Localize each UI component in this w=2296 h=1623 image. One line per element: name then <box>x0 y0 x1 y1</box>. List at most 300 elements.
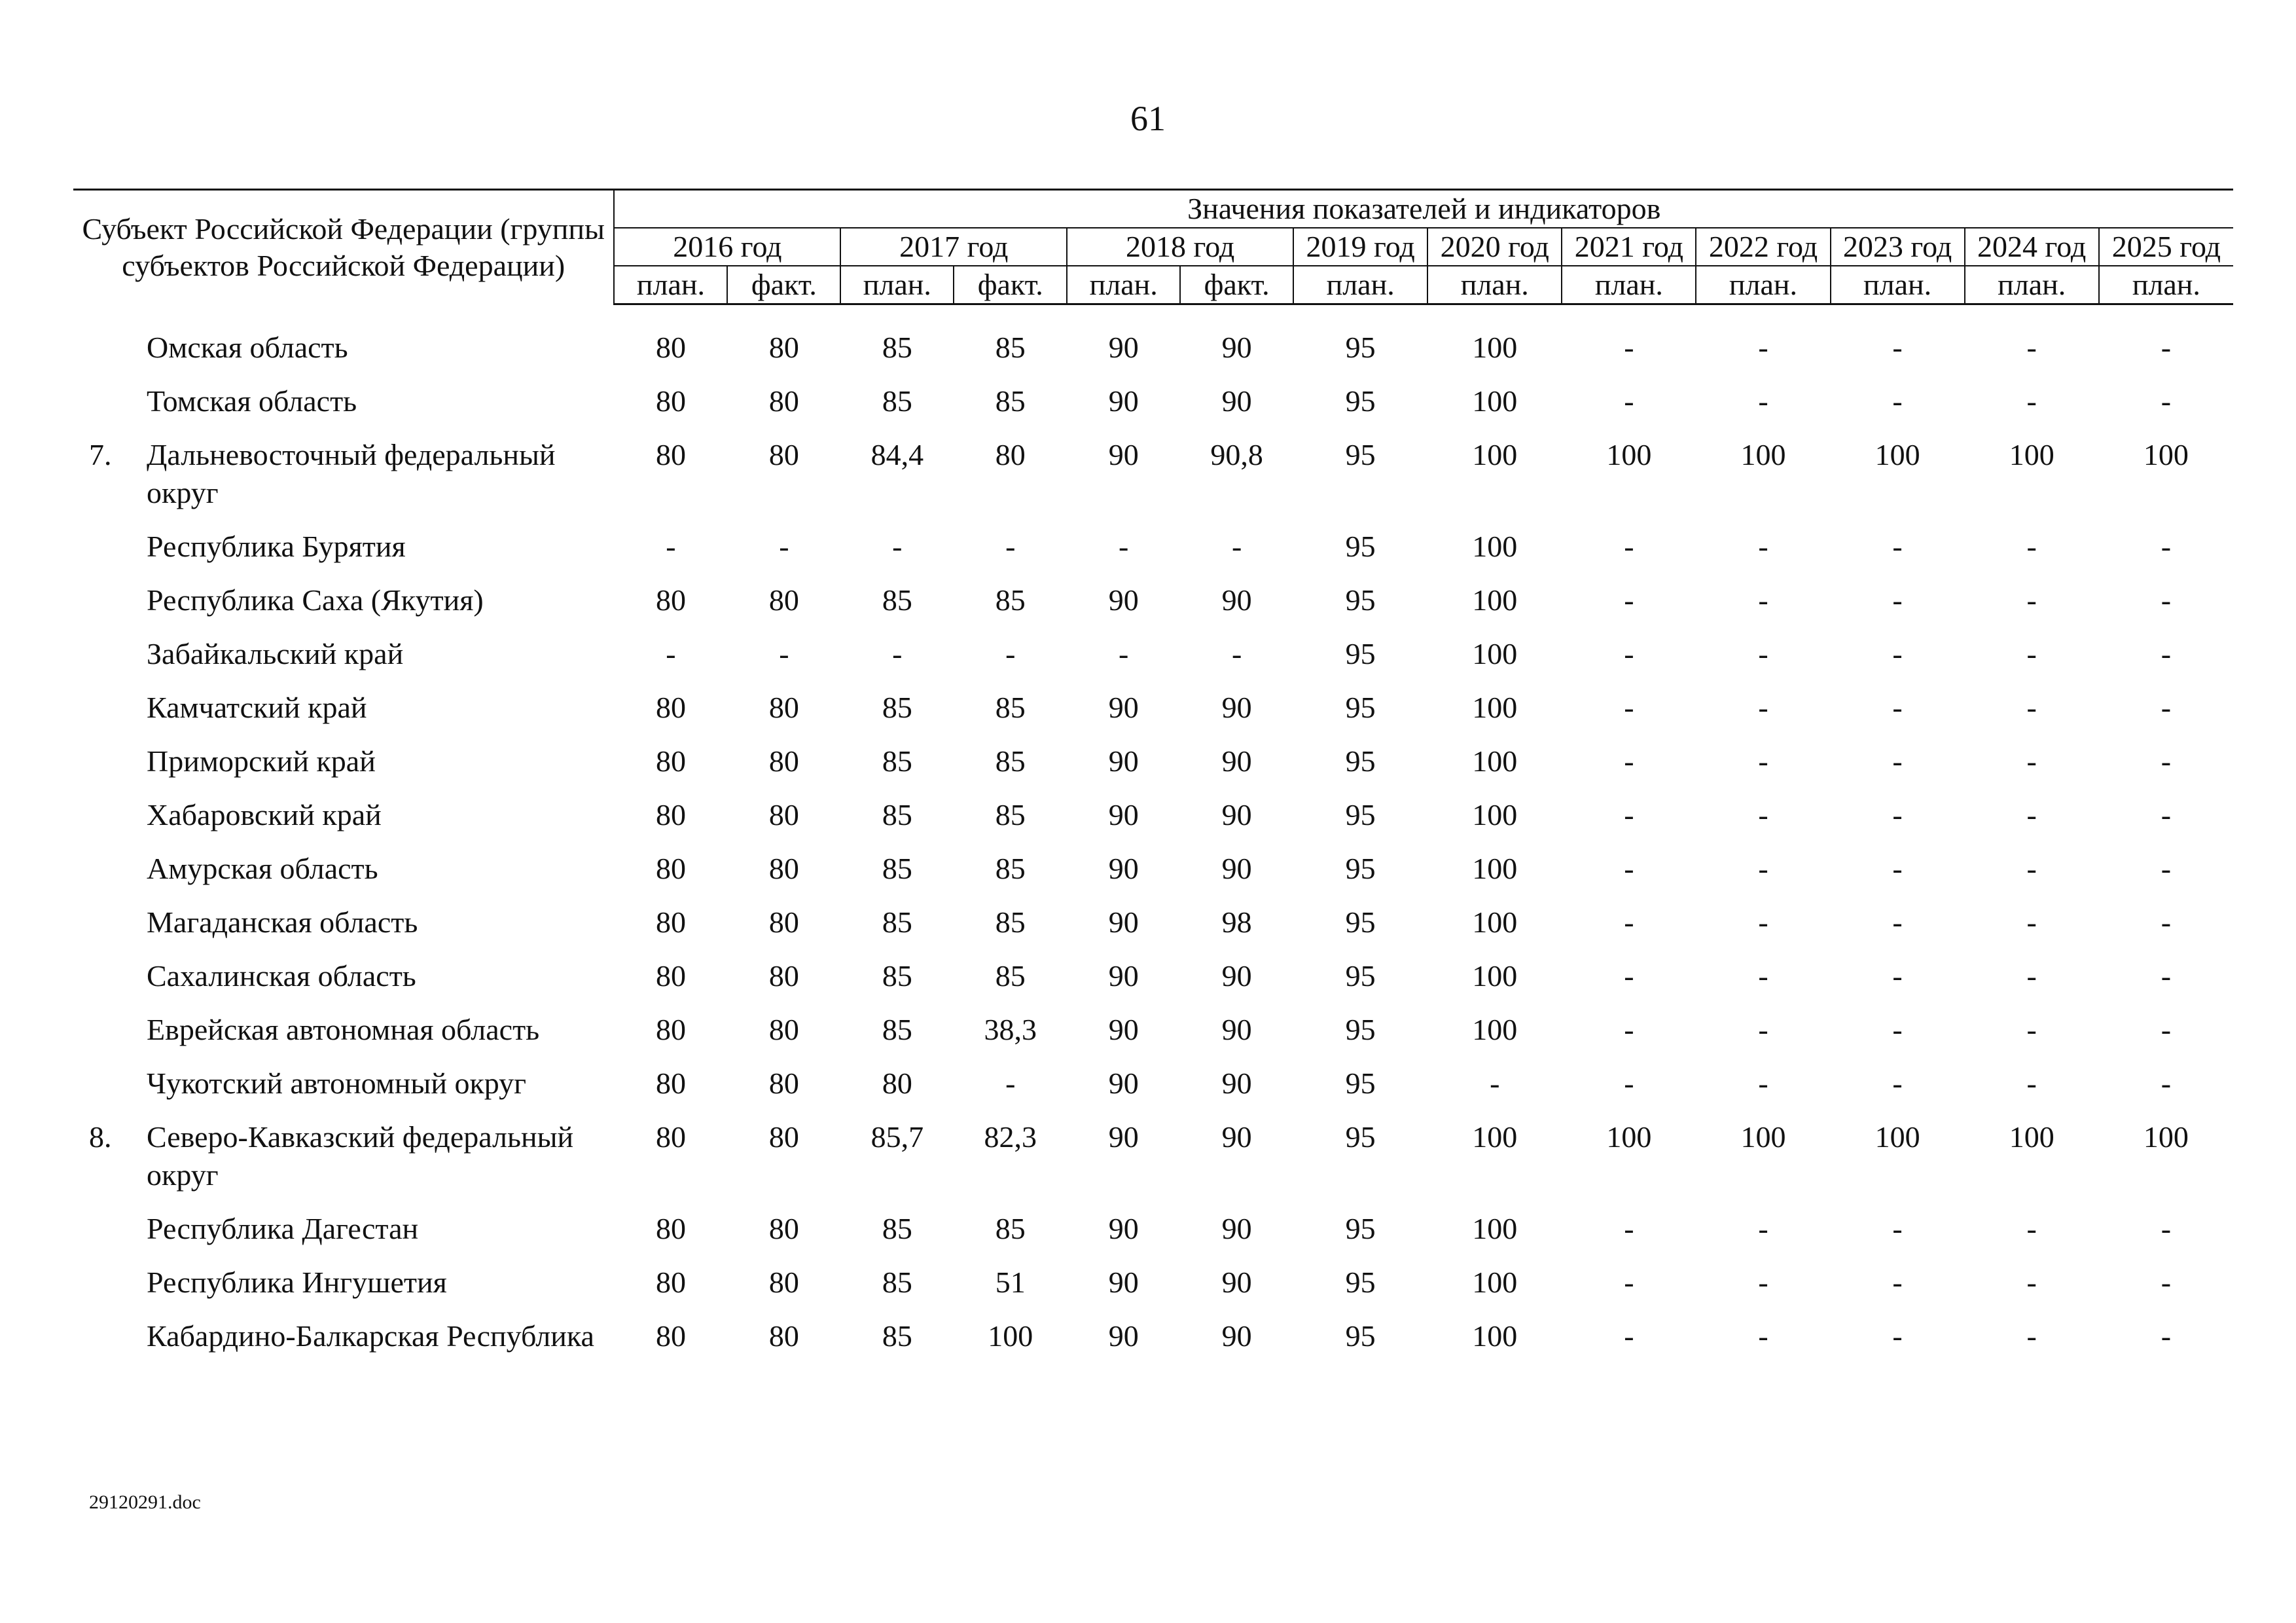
year-header: 2020 год <box>1427 228 1562 266</box>
value-cell: 80 <box>768 1266 799 1299</box>
plan-subheader: план. <box>1427 266 1562 304</box>
value-cell: 90 <box>1108 1013 1139 1046</box>
value-cell: 95 <box>1345 798 1376 831</box>
value-cell: 90 <box>1108 331 1139 364</box>
value-cell: 80 <box>768 852 799 885</box>
subject-name: Омская область <box>147 331 348 364</box>
value-cell: 85 <box>995 959 1026 993</box>
value-cell: 85 <box>882 691 912 724</box>
subject-name-cell <box>73 627 614 681</box>
subject-name: Амурская область <box>147 852 378 885</box>
value-cell: 85 <box>882 384 912 418</box>
value-cell: - <box>1892 798 1903 831</box>
value-cell: 51 <box>995 1266 1026 1299</box>
value-cell: - <box>2161 637 2172 670</box>
value-cell: - <box>1624 1266 1634 1299</box>
year-header: 2024 год <box>1965 228 2099 266</box>
value-cell: - <box>1758 905 1768 939</box>
value-cell: - <box>1758 637 1768 670</box>
value-cell: - <box>2161 905 2172 939</box>
value-cell: 95 <box>1345 744 1376 778</box>
table-row <box>73 842 2233 896</box>
value-cell: - <box>2026 384 2037 418</box>
value-cell: - <box>779 637 789 670</box>
value-cell: 85 <box>995 691 1026 724</box>
value-cell: - <box>1892 1319 1903 1353</box>
value-cell: 85 <box>882 798 912 831</box>
value-cell: 95 <box>1345 905 1376 939</box>
value-cell: - <box>1231 530 1242 563</box>
value-cell: 85 <box>995 744 1026 778</box>
table-row <box>73 788 2233 842</box>
value-cell: 100 <box>1472 959 1518 993</box>
value-cell: - <box>1624 1212 1634 1245</box>
value-cell: - <box>1624 852 1634 885</box>
value-cell: 90 <box>1221 959 1252 993</box>
value-cell: - <box>666 637 676 670</box>
subject-name-cell <box>73 681 614 735</box>
value-cell: 85 <box>882 583 912 617</box>
value-cell: - <box>779 530 789 563</box>
value-cell: - <box>1624 798 1634 831</box>
value-cell: 100 <box>1874 1120 1920 1154</box>
value-cell: 80 <box>655 1067 686 1100</box>
value-cell: 80 <box>655 1266 686 1299</box>
value-cell: 95 <box>1345 637 1376 670</box>
value-cell: 80 <box>655 744 686 778</box>
value-cell: - <box>1892 1266 1903 1299</box>
value-cell: - <box>1758 959 1768 993</box>
subject-name: Республика Бурятия <box>147 530 406 563</box>
value-cell: - <box>1624 637 1634 670</box>
table-row <box>73 374 2233 428</box>
value-cell: - <box>1624 744 1634 778</box>
subject-name: Магаданская область <box>147 905 418 939</box>
value-cell: 80 <box>882 1067 912 1100</box>
value-cell: - <box>2026 1067 2037 1100</box>
year-header: 2017 год <box>840 228 1067 266</box>
values-group-header: Значения показателей и индикаторов <box>614 190 2233 228</box>
value-cell: 95 <box>1345 1212 1376 1245</box>
plan-subheader: план. <box>614 266 727 304</box>
page-number: 61 <box>1130 99 1166 138</box>
value-cell: - <box>2161 959 2172 993</box>
value-cell: - <box>1624 959 1634 993</box>
value-cell: 90 <box>1221 384 1252 418</box>
value-cell: 90 <box>1221 1212 1252 1245</box>
value-cell: - <box>666 530 676 563</box>
value-cell: 90 <box>1108 691 1139 724</box>
value-cell: 100 <box>988 1319 1033 1353</box>
subject-name-cell <box>73 1309 614 1363</box>
table-row <box>73 1256 2233 1309</box>
value-cell: - <box>1892 959 1903 993</box>
value-cell: 95 <box>1345 1266 1376 1299</box>
value-cell: 80 <box>655 1013 686 1046</box>
value-cell: 80 <box>655 852 686 885</box>
value-cell: 90 <box>1108 1067 1139 1100</box>
table-row <box>73 1309 2233 1363</box>
value-cell: 90 <box>1221 1266 1252 1299</box>
value-cell: 80 <box>768 691 799 724</box>
value-cell: - <box>1892 637 1903 670</box>
value-cell: - <box>2161 1067 2172 1100</box>
table-row <box>73 1110 2233 1202</box>
value-cell: 100 <box>2143 438 2189 471</box>
value-cell: - <box>2026 530 2037 563</box>
value-cell: 90 <box>1221 798 1252 831</box>
value-cell: 100 <box>1606 438 1652 471</box>
value-cell: 100 <box>1740 438 1786 471</box>
value-cell: 85 <box>995 798 1026 831</box>
value-cell: - <box>2026 331 2037 364</box>
value-cell: 80 <box>768 438 799 471</box>
value-cell: 95 <box>1345 1319 1376 1353</box>
value-cell: 80 <box>655 905 686 939</box>
year-header: 2025 год <box>2099 228 2233 266</box>
value-cell: 85 <box>882 1212 912 1245</box>
value-cell: 95 <box>1345 331 1376 364</box>
value-cell: 80 <box>768 1120 799 1154</box>
value-cell: - <box>1758 530 1768 563</box>
subject-name-cell <box>73 1256 614 1309</box>
subject-name: Северо-Кавказский федеральный округ <box>147 1120 574 1192</box>
value-cell: 85 <box>882 852 912 885</box>
value-cell: 100 <box>2009 438 2054 471</box>
value-cell: 95 <box>1345 1120 1376 1154</box>
value-cell: 85 <box>995 905 1026 939</box>
subject-name: Чукотский автономный округ <box>147 1067 527 1100</box>
value-cell: 82,3 <box>984 1120 1037 1154</box>
fact-subheader: факт. <box>954 266 1067 304</box>
value-cell: 80 <box>655 1212 686 1245</box>
value-cell: - <box>1758 744 1768 778</box>
table-row <box>73 1003 2233 1057</box>
value-cell: - <box>1624 1013 1634 1046</box>
value-cell: 80 <box>768 384 799 418</box>
value-cell: 38,3 <box>984 1013 1037 1046</box>
value-cell: - <box>1758 852 1768 885</box>
table-row <box>73 428 2233 520</box>
table-row <box>73 681 2233 735</box>
indicators-table <box>73 189 2233 1363</box>
value-cell: 100 <box>2009 1120 2054 1154</box>
value-cell: 90 <box>1108 1266 1139 1299</box>
value-cell: - <box>1758 691 1768 724</box>
value-cell: - <box>2161 1266 2172 1299</box>
value-cell: - <box>1231 637 1242 670</box>
plan-subheader: план. <box>2099 266 2233 304</box>
value-cell: 80 <box>655 1319 686 1353</box>
subject-name: Сахалинская область <box>147 959 416 993</box>
value-cell: - <box>1758 583 1768 617</box>
subject-name-cell <box>73 1057 614 1110</box>
value-cell: - <box>1624 1067 1634 1100</box>
document-filename: 29120291.doc <box>89 1491 201 1513</box>
value-cell: - <box>1758 798 1768 831</box>
table-row <box>73 574 2233 627</box>
subject-name-cell <box>73 1110 614 1202</box>
subject-name: Приморский край <box>147 744 376 778</box>
value-cell: 85 <box>995 583 1026 617</box>
value-cell: 80 <box>655 959 686 993</box>
value-cell: - <box>1892 905 1903 939</box>
value-cell: - <box>1758 1212 1768 1245</box>
value-cell: - <box>2026 1212 2037 1245</box>
value-cell: 95 <box>1345 384 1376 418</box>
subject-name-cell <box>73 520 614 574</box>
value-cell: - <box>2161 744 2172 778</box>
subject-name-cell <box>73 896 614 949</box>
header-spacer <box>73 304 2233 321</box>
value-cell: - <box>1892 384 1903 418</box>
value-cell: 95 <box>1345 691 1376 724</box>
subject-column-header: Субъект Российской Федерации (группы субъектов Российской Федерации) <box>73 190 614 304</box>
value-cell: 100 <box>1606 1120 1652 1154</box>
plan-subheader: план. <box>1562 266 1696 304</box>
value-cell: 90 <box>1108 1319 1139 1353</box>
table-row <box>73 321 2233 374</box>
plan-subheader: план. <box>1067 266 1180 304</box>
row-number: 7. <box>89 438 112 471</box>
value-cell: - <box>2026 637 2037 670</box>
value-cell: 90 <box>1108 583 1139 617</box>
value-cell: 100 <box>1472 1319 1518 1353</box>
value-cell: 80 <box>768 1013 799 1046</box>
value-cell: - <box>1758 331 1768 364</box>
value-cell: 90 <box>1221 1120 1252 1154</box>
value-cell: - <box>2161 1319 2172 1353</box>
value-cell: 95 <box>1345 1067 1376 1100</box>
value-cell: 84,4 <box>870 438 924 471</box>
value-cell: - <box>1119 637 1129 670</box>
year-header: 2023 год <box>1831 228 1965 266</box>
value-cell: 100 <box>1472 905 1518 939</box>
table-row <box>73 1202 2233 1256</box>
table-row <box>73 520 2233 574</box>
value-cell: - <box>1624 691 1634 724</box>
value-cell: 80 <box>655 384 686 418</box>
value-cell: - <box>2161 798 2172 831</box>
value-cell: - <box>2026 798 2037 831</box>
value-cell: - <box>2161 1212 2172 1245</box>
value-cell: 90,8 <box>1210 438 1263 471</box>
value-cell: 95 <box>1345 583 1376 617</box>
value-cell: 100 <box>1472 1266 1518 1299</box>
value-cell: - <box>2161 530 2172 563</box>
value-cell: 95 <box>1345 852 1376 885</box>
subject-name-cell <box>73 428 614 520</box>
value-cell: - <box>1624 583 1634 617</box>
value-cell: 90 <box>1108 1120 1139 1154</box>
value-cell: - <box>1758 384 1768 418</box>
value-cell: 95 <box>1345 530 1376 563</box>
subject-name: Республика Саха (Якутия) <box>147 583 484 617</box>
year-header: 2018 год <box>1067 228 1293 266</box>
subject-name-cell <box>73 374 614 428</box>
value-cell: - <box>1624 1319 1634 1353</box>
value-cell: 90 <box>1108 798 1139 831</box>
value-cell: 100 <box>1472 1013 1518 1046</box>
subject-name-cell <box>73 321 614 374</box>
subject-name-cell <box>73 1202 614 1256</box>
table-row <box>73 735 2233 788</box>
value-cell: - <box>1624 905 1634 939</box>
value-cell: - <box>1005 530 1016 563</box>
value-cell: - <box>2161 1013 2172 1046</box>
subject-name: Еврейская автономная область <box>147 1013 540 1046</box>
value-cell: 100 <box>1472 583 1518 617</box>
value-cell: 100 <box>1472 637 1518 670</box>
value-cell: 100 <box>1472 384 1518 418</box>
value-cell: - <box>2161 852 2172 885</box>
value-cell: 100 <box>1472 331 1518 364</box>
value-cell: - <box>2161 691 2172 724</box>
value-cell: 80 <box>768 744 799 778</box>
year-header: 2019 год <box>1293 228 1427 266</box>
value-cell: - <box>2026 1013 2037 1046</box>
value-cell: 80 <box>655 798 686 831</box>
value-cell: - <box>2026 905 2037 939</box>
subject-name-cell <box>73 735 614 788</box>
value-cell: - <box>1624 384 1634 418</box>
value-cell: - <box>892 637 903 670</box>
value-cell: - <box>2026 959 2037 993</box>
value-cell: - <box>1624 331 1634 364</box>
value-cell: - <box>1758 1266 1768 1299</box>
value-cell: 85 <box>995 852 1026 885</box>
year-header: 2021 год <box>1562 228 1696 266</box>
value-cell: 80 <box>655 1120 686 1154</box>
value-cell: 100 <box>1740 1120 1786 1154</box>
value-cell: - <box>1892 1013 1903 1046</box>
subject-name: Хабаровский край <box>147 798 382 831</box>
value-cell: 100 <box>2143 1120 2189 1154</box>
value-cell: - <box>2026 852 2037 885</box>
fact-subheader: факт. <box>727 266 840 304</box>
value-cell: 90 <box>1221 852 1252 885</box>
table-row <box>73 949 2233 1003</box>
value-cell: 90 <box>1221 331 1252 364</box>
value-cell: - <box>1892 744 1903 778</box>
year-header: 2016 год <box>614 228 840 266</box>
value-cell: 90 <box>1108 1212 1139 1245</box>
row-number: 8. <box>89 1120 112 1154</box>
value-cell: - <box>1490 1067 1500 1100</box>
table-row <box>73 1057 2233 1110</box>
value-cell: 80 <box>768 905 799 939</box>
subject-name: Кабардино-Балкарская Республика <box>147 1319 594 1353</box>
value-cell: 80 <box>768 959 799 993</box>
value-cell: 90 <box>1221 691 1252 724</box>
value-cell: 95 <box>1345 959 1376 993</box>
value-cell: 100 <box>1472 1120 1518 1154</box>
plan-subheader: план. <box>1831 266 1965 304</box>
plan-subheader: план. <box>1965 266 2099 304</box>
value-cell: 100 <box>1472 798 1518 831</box>
value-cell: 90 <box>1108 905 1139 939</box>
value-cell: 90 <box>1221 744 1252 778</box>
value-cell: 85 <box>882 744 912 778</box>
value-cell: 80 <box>655 583 686 617</box>
value-cell: 90 <box>1221 583 1252 617</box>
value-cell: - <box>2026 744 2037 778</box>
value-cell: 100 <box>1472 691 1518 724</box>
value-cell: 90 <box>1108 438 1139 471</box>
value-cell: 85 <box>995 1212 1026 1245</box>
value-cell: 85,7 <box>870 1120 924 1154</box>
table-row <box>73 627 2233 681</box>
value-cell: 80 <box>768 583 799 617</box>
value-cell: - <box>892 530 903 563</box>
value-cell: 90 <box>1108 744 1139 778</box>
value-cell: 95 <box>1345 438 1376 471</box>
value-cell: 80 <box>768 1319 799 1353</box>
value-cell: 85 <box>882 959 912 993</box>
value-cell: - <box>1892 1212 1903 1245</box>
value-cell: 100 <box>1472 530 1518 563</box>
value-cell: - <box>2026 691 2037 724</box>
value-cell: 100 <box>1472 852 1518 885</box>
value-cell: 100 <box>1874 438 1920 471</box>
value-cell: - <box>2026 1319 2037 1353</box>
table-row <box>73 896 2233 949</box>
fact-subheader: факт. <box>1180 266 1293 304</box>
subject-name-cell <box>73 574 614 627</box>
value-cell: 90 <box>1221 1013 1252 1046</box>
value-cell: - <box>1758 1319 1768 1353</box>
table-body <box>73 304 2233 1364</box>
value-cell: 95 <box>1345 1013 1376 1046</box>
subject-name-cell <box>73 842 614 896</box>
subject-name: Томская область <box>147 384 357 418</box>
value-cell: - <box>2161 384 2172 418</box>
value-cell: - <box>1892 530 1903 563</box>
value-cell: 80 <box>655 438 686 471</box>
value-cell: - <box>1758 1067 1768 1100</box>
indicators-table-container <box>73 189 2233 1363</box>
value-cell: 100 <box>1472 744 1518 778</box>
value-cell: 85 <box>882 331 912 364</box>
value-cell: - <box>2161 331 2172 364</box>
value-cell: 98 <box>1221 905 1252 939</box>
plan-subheader: план. <box>1696 266 1830 304</box>
year-header: 2022 год <box>1696 228 1830 266</box>
value-cell: 80 <box>655 331 686 364</box>
subject-name: Республика Ингушетия <box>147 1266 447 1299</box>
value-cell: 100 <box>1472 1212 1518 1245</box>
value-cell: - <box>1758 1013 1768 1046</box>
value-cell: - <box>1892 331 1903 364</box>
value-cell: - <box>1892 583 1903 617</box>
value-cell: 80 <box>655 691 686 724</box>
value-cell: 90 <box>1221 1067 1252 1100</box>
value-cell: 90 <box>1108 384 1139 418</box>
subject-name: Республика Дагестан <box>147 1212 419 1245</box>
value-cell: 85 <box>882 1319 912 1353</box>
subject-name: Забайкальский край <box>147 637 404 670</box>
value-cell: - <box>1892 691 1903 724</box>
value-cell: 85 <box>995 384 1026 418</box>
value-cell: 100 <box>1472 438 1518 471</box>
value-cell: 80 <box>768 1212 799 1245</box>
value-cell: - <box>1005 1067 1016 1100</box>
subject-name: Дальневосточный федеральный округ <box>147 438 556 509</box>
value-cell: - <box>2161 583 2172 617</box>
subject-name: Камчатский край <box>147 691 367 724</box>
value-cell: 85 <box>882 905 912 939</box>
value-cell: - <box>1624 530 1634 563</box>
